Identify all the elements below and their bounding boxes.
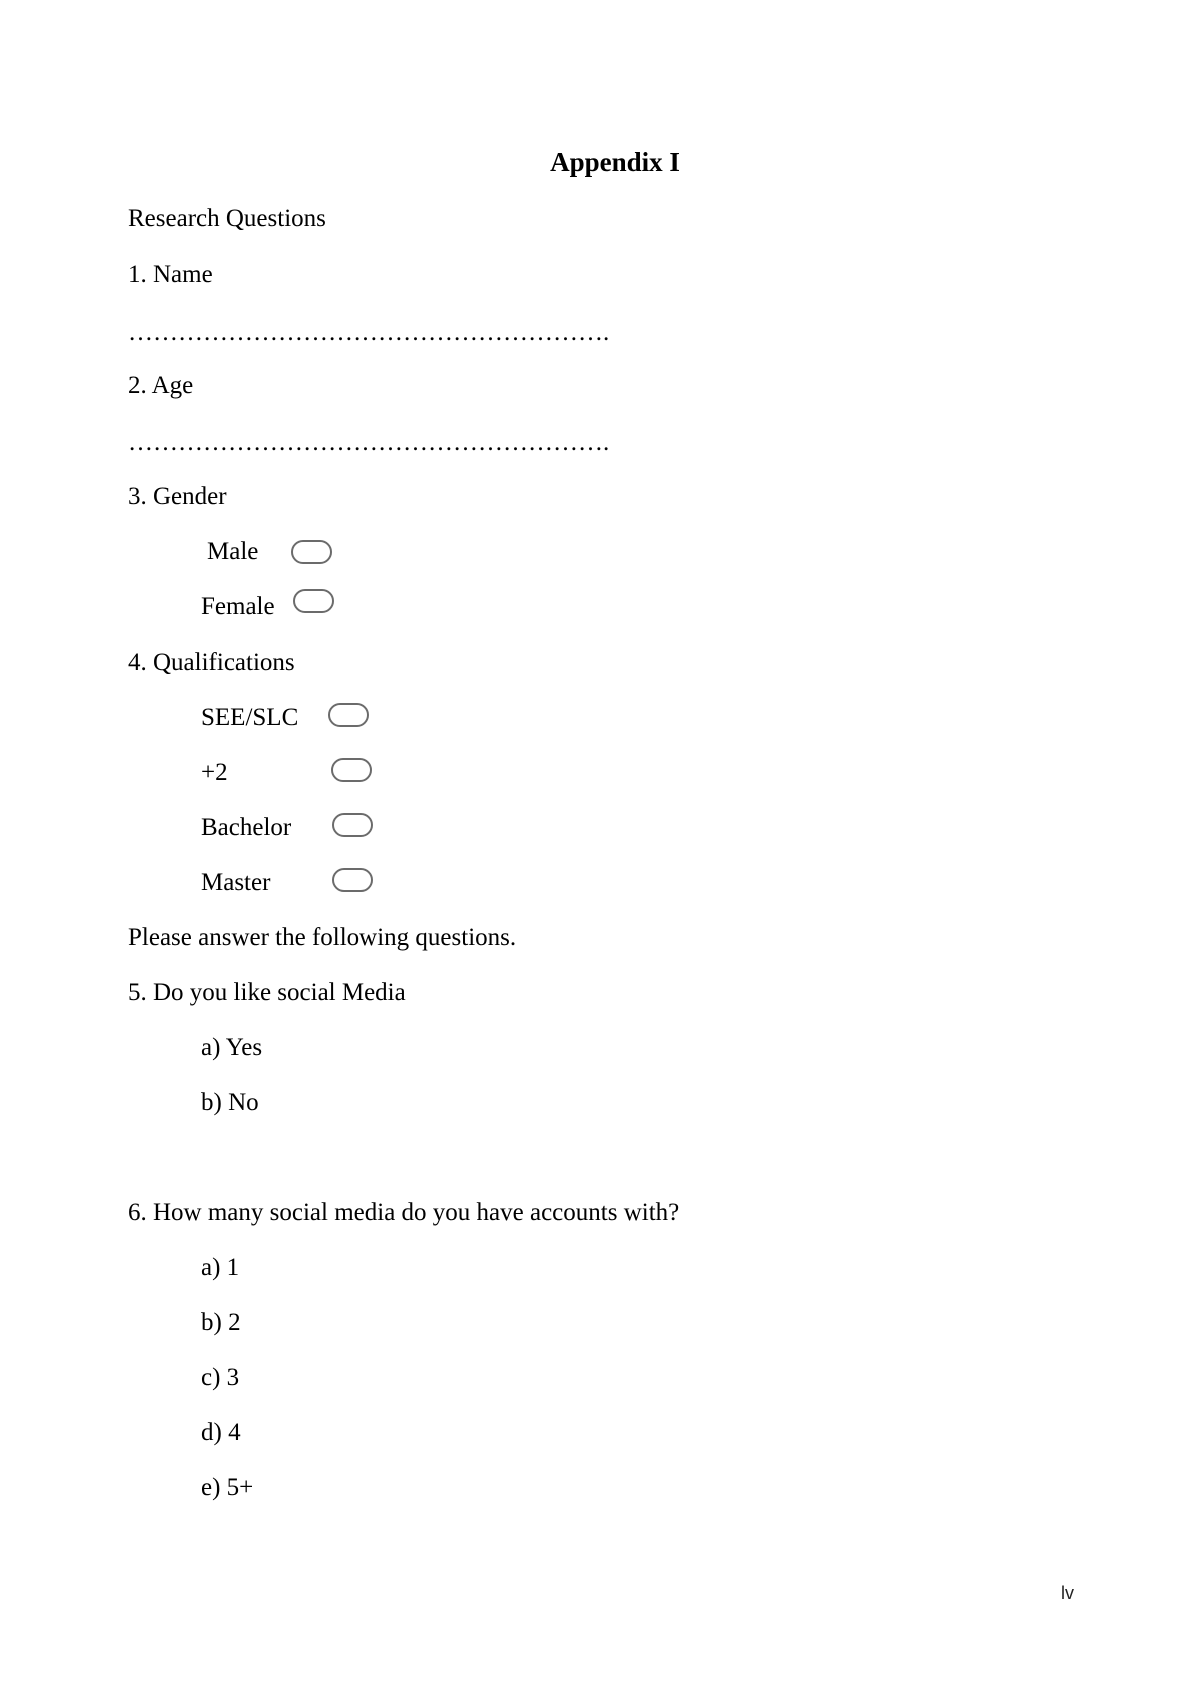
answer-option-5-plus[interactable]: e) 5+ — [201, 1474, 254, 1501]
page-title: Appendix I — [550, 147, 680, 177]
answer-option-yes[interactable]: a) Yes — [201, 1034, 263, 1061]
qualification-bachelor-checkbox[interactable] — [332, 813, 373, 837]
question-accounts-count-label: 6. How many social media do you have accounts with? — [128, 1199, 680, 1226]
answer-option-4[interactable]: d) 4 — [201, 1419, 241, 1446]
gender-male-checkbox[interactable] — [291, 540, 332, 564]
question-qualifications-label: 4. Qualifications — [128, 649, 295, 676]
question-social-media-like-label: 5. Do you like social Media — [128, 979, 406, 1006]
qualification-plus2-checkbox[interactable] — [331, 758, 372, 782]
answer-option-3[interactable]: c) 3 — [201, 1364, 240, 1391]
qualification-option-bachelor-label: Bachelor — [201, 814, 292, 841]
question-age-label: 2. Age — [128, 372, 194, 399]
qualification-option-plus2-label: +2 — [201, 759, 228, 786]
answer-option-2[interactable]: b) 2 — [201, 1309, 241, 1336]
question-name-label: 1. Name — [128, 261, 213, 288]
answer-option-no[interactable]: b) No — [201, 1089, 259, 1116]
qualification-master-checkbox[interactable] — [332, 868, 373, 892]
qualification-option-master-label: Master — [201, 869, 271, 896]
instruction-text: Please answer the following questions. — [128, 924, 517, 951]
age-answer-blank[interactable]: …………………………………………………. — [128, 429, 610, 456]
name-answer-blank[interactable]: …………………………………………………. — [128, 319, 610, 346]
gender-option-male-label: Male — [207, 538, 259, 565]
gender-option-female-label: Female — [201, 593, 275, 620]
section-heading: Research Questions — [128, 205, 326, 232]
page-number: lv — [1061, 1583, 1074, 1603]
answer-option-1[interactable]: a) 1 — [201, 1254, 240, 1281]
qualification-option-see-slc-label: SEE/SLC — [201, 704, 299, 731]
qualification-see-slc-checkbox[interactable] — [328, 703, 369, 727]
gender-female-checkbox[interactable] — [293, 589, 334, 613]
question-gender-label: 3. Gender — [128, 483, 227, 510]
